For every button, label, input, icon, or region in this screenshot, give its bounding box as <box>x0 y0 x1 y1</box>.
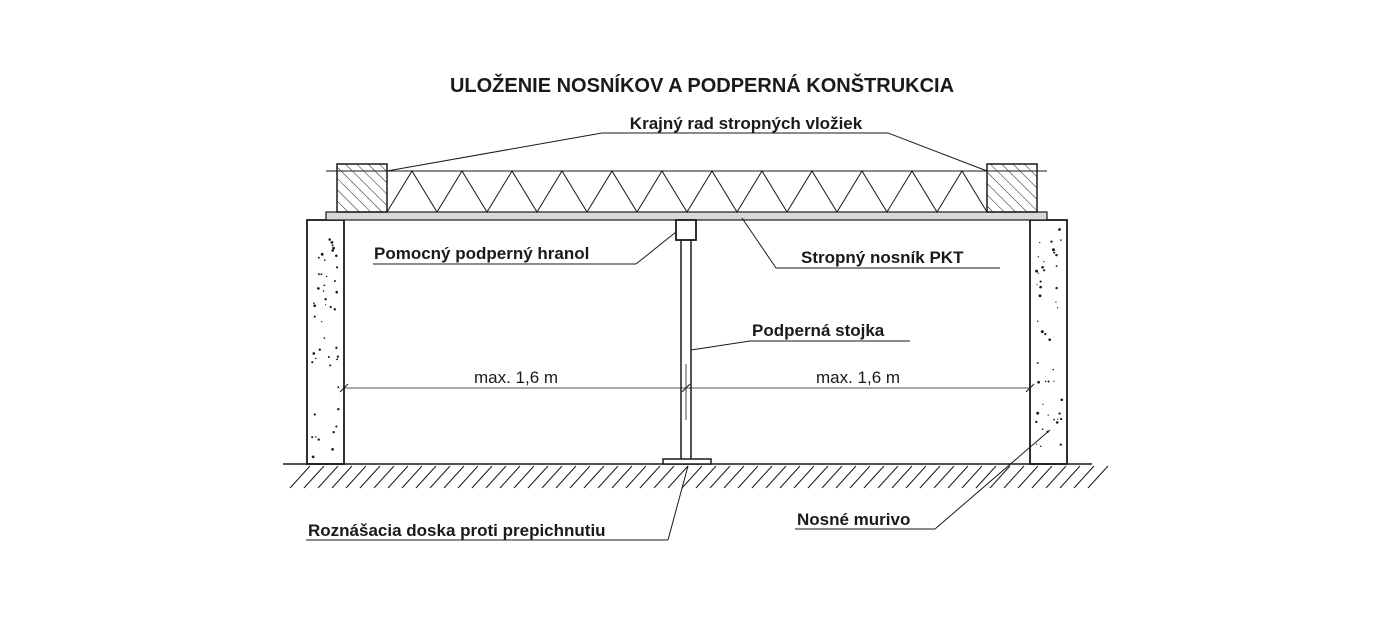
dimension-label-left: max. 1,6 m <box>473 368 559 387</box>
dimension-label-right: max. 1,6 m <box>815 368 901 387</box>
dimension-line <box>340 384 1034 392</box>
leader-lines <box>306 133 1050 540</box>
label-edge-infill-row: Krajný rad stropných vložiek <box>629 114 863 133</box>
ground <box>283 464 1108 488</box>
ceiling-infill-row <box>326 171 1047 212</box>
aux-support-prism <box>676 220 696 240</box>
label-spreader-board: Roznášacia doska proti prepichnutiu <box>308 521 606 540</box>
masonry-texture-left <box>311 238 339 458</box>
label-support-prop: Podperná stojka <box>752 321 885 340</box>
masonry-texture-right <box>1035 228 1063 447</box>
masonry-wall-right <box>1030 220 1067 464</box>
label-load-bearing-masonry: Nosné murivo <box>797 510 911 529</box>
support-prop <box>681 240 691 459</box>
label-ceiling-beam: Stropný nosník PKT <box>801 248 964 267</box>
label-aux-support-prism: Pomocný podperný hranol <box>374 244 590 263</box>
ground-hatching <box>290 466 1108 488</box>
diagram-title: ULOŽENIE NOSNÍKOV A PODPERNÁ KONŠTRUKCIA <box>449 75 955 97</box>
ceiling-beam-pkt <box>326 212 1047 220</box>
spreader-board <box>663 459 711 464</box>
masonry-wall-left <box>307 220 344 464</box>
